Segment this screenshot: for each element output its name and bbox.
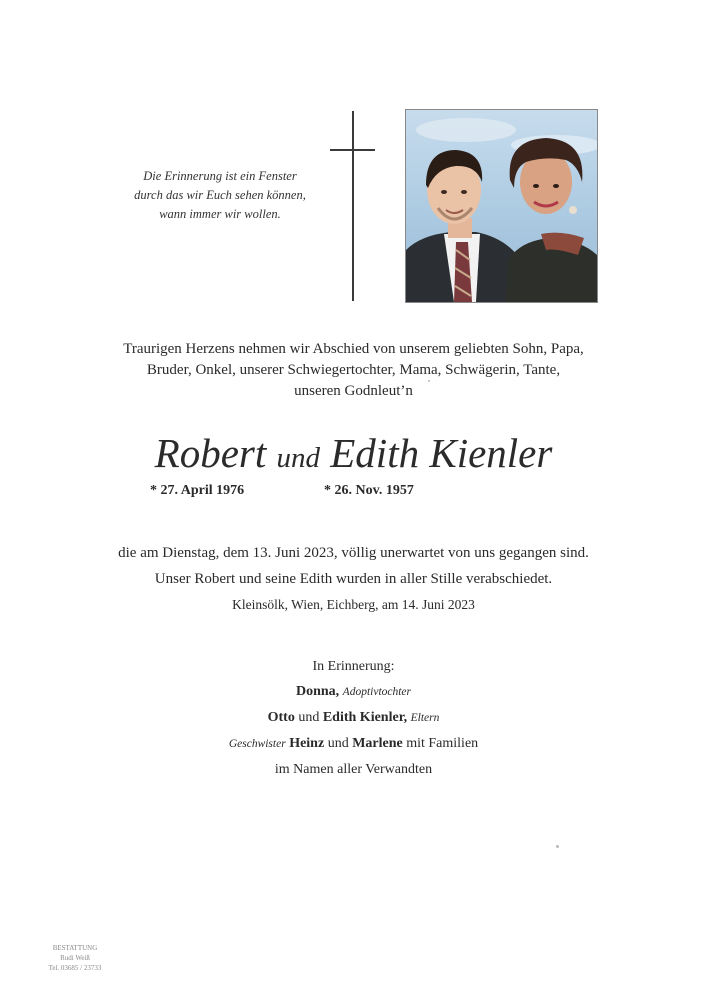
- deceased-names: [60, 430, 647, 481]
- place-and-date: Kleinsölk, Wien, Eichberg, am 14. Juni 2023: [232, 597, 475, 612]
- quote-line-3: wann immer wir wollen.: [159, 207, 281, 221]
- farewell-statement: Unser Robert und seine Edith wurden in aller Stille verabschiedet.: [154, 571, 553, 587]
- donna-name: Donna,: [295, 684, 340, 699]
- passing-statement: die am Dienstag, dem 13. Juni 2023, völlig unerwartet von uns gegangen sind.: [118, 545, 589, 561]
- scan-speck: [556, 845, 559, 848]
- birth-date-edith: * 26. Nov. 1957: [324, 483, 414, 498]
- mourner-parents: [40, 710, 667, 726]
- donna-role: Adoptivtochter: [342, 686, 412, 698]
- parents-joiner: und: [298, 710, 320, 725]
- mourner-siblings: [40, 736, 667, 752]
- intro-line-1: Traurigen Herzens nehmen wir Abschied von unserem geliebten Sohn, Papa,: [123, 341, 584, 357]
- name-robert: Robert: [154, 430, 267, 476]
- intro-line-2: Bruder, Onkel, unserer Schwiegertochter, Mama, Schwägerin, Tante,: [146, 362, 561, 378]
- funeral-home-stamp: [35, 943, 115, 973]
- scan-speck: [428, 380, 430, 382]
- mourner-donna: [40, 684, 667, 700]
- cross-icon-horizontal: [330, 149, 375, 151]
- funeral-home-title: BESTATTUNG: [52, 944, 98, 952]
- siblings-suffix: mit Familien: [406, 736, 479, 751]
- all-relatives: im Namen aller Verwandten: [274, 762, 433, 777]
- parents-role: Eltern: [410, 712, 440, 724]
- name-joiner: und: [276, 442, 321, 474]
- intro-line-3: unseren Godnleut’n: [294, 383, 413, 399]
- cross-icon-vertical: [352, 111, 354, 301]
- announcement-intro: [60, 339, 647, 402]
- marlene-name: Marlene: [352, 736, 403, 751]
- birth-date-robert: * 27. April 1976: [150, 483, 245, 498]
- memorial-quote: [120, 167, 320, 224]
- siblings-role: Geschwister: [228, 738, 286, 750]
- remembrance-heading: In Erinnerung:: [312, 659, 395, 674]
- funeral-home-phone: Tel. 03685 / 23733: [48, 964, 102, 972]
- funeral-home-owner: Rudi Weiß: [60, 954, 90, 962]
- name-edith: Edith: [330, 430, 420, 476]
- surname: Kienler: [429, 430, 553, 476]
- heinz-name: Heinz: [289, 736, 325, 751]
- siblings-joiner: und: [327, 736, 349, 751]
- quote-line-1: Die Erinnerung ist ein Fenster: [143, 169, 297, 183]
- couple-photo: [405, 109, 598, 303]
- otto-name: Otto: [267, 710, 295, 725]
- edith-kienler-name: Edith Kienler,: [322, 710, 408, 725]
- couple-photo-illustration: [406, 110, 597, 302]
- quote-line-2: durch das wir Euch sehen können,: [134, 188, 306, 202]
